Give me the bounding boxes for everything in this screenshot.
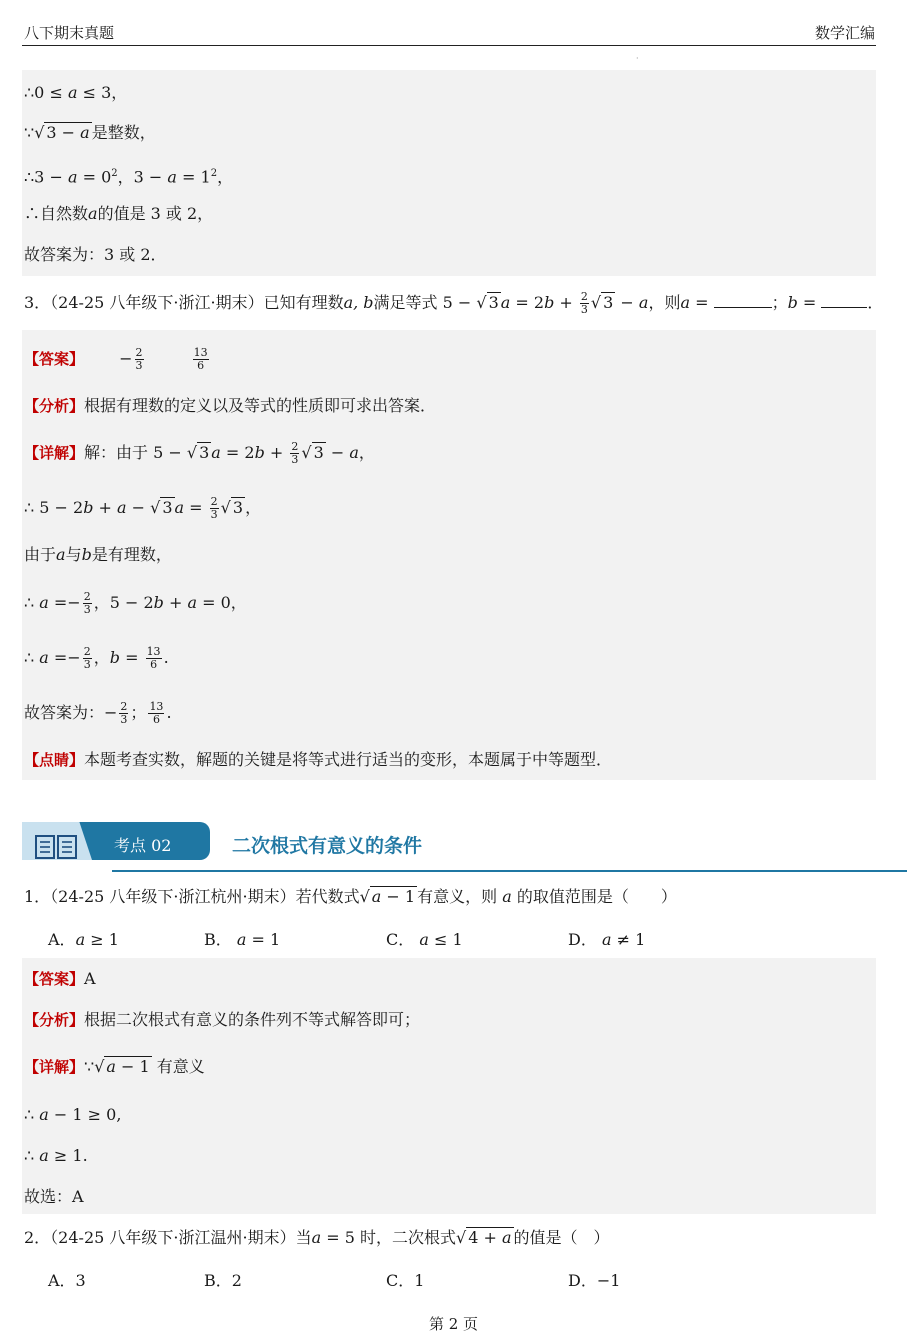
- solution-line: 故答案为：3 或 2．: [24, 245, 167, 264]
- section-title: 二次根式有意义的条件: [232, 835, 423, 857]
- solution-line: ∵√ 3 − a 是整数，: [24, 123, 156, 142]
- option-c: C．1: [386, 1271, 425, 1290]
- solution-line: ∴3 − $a = 0^2$，$3 - a = 1^2$，: [24, 167, 234, 187]
- section-label: 考点 02: [114, 836, 172, 855]
- question-2: 2．（24-25 八年级下·浙江温州·期末）当a = 5 时，二次根式√ 4 + a 的值是（ ）: [24, 1228, 610, 1247]
- option-b: B． a = 1: [204, 930, 281, 949]
- page-number: 第 2 页: [428, 1315, 479, 1333]
- header-right: 数学汇编: [814, 24, 875, 42]
- answer-blank-a: [714, 293, 772, 308]
- detail-line: ∴ a =− $\frac{2}{3}$ ，b = $\frac{13}{6}$ .: [24, 645, 169, 671]
- answer-line: 【答案】 − $\frac{2}{3}$ $\frac{13}{6}$: [24, 346, 208, 372]
- option-b: B．2: [204, 1271, 242, 1290]
- detail-line: ∴ a − 1 ≥ 0,: [24, 1105, 122, 1124]
- comment-line: 【点睛】本题考查实数，解题的关键是将等式进行适当的变形，本题属于中等题型．: [24, 750, 613, 769]
- detail-line: 故选：A: [24, 1187, 84, 1206]
- solution-line: ∴自然数a的值是 3 或 2，: [24, 204, 214, 223]
- question-1: 1．（24-25 八年级下·浙江杭州·期末）若代数式√ a − 1 有意义，则 a 的取值范围是（ ）: [24, 887, 677, 906]
- detail-line: 由于a与b是有理数，: [24, 545, 172, 564]
- section-divider: [112, 870, 907, 872]
- detail-line: 【详解】解：由于 5 − √ 3 a = 2b + $\frac{2}{3}$ √ 3 − a，: [24, 440, 375, 466]
- detail-line: ∴ a ≥ 1.: [24, 1146, 88, 1165]
- option-d: D．−1: [568, 1271, 621, 1290]
- book-icon: [34, 834, 82, 860]
- detail-line: ∴ a =− $\frac{2}{3}$ ，5 − 2b + a = 0，: [24, 590, 247, 616]
- header-left: 八下期末真题: [24, 24, 115, 42]
- analysis-line: 【分析】根据有理数的定义以及等式的性质即可求出答案．: [24, 396, 437, 415]
- question-3: 3．（24-25 八年级下·浙江·期末）已知有理数a, b满足等式 5 − √ 3 a = 2b + $\frac{2}{3}$ √ 3 − a，则a = ；b = ．: [24, 290, 884, 316]
- stray-dot: ·: [636, 54, 639, 63]
- solution-line: ∴0 ≤ a ≤ 3，: [24, 83, 128, 102]
- detail-line: 故答案为：− $\frac{2}{3}$ ； $\frac{13}{6}$ .: [24, 700, 172, 726]
- solution-block-3: [22, 958, 876, 1214]
- option-a: A．3: [48, 1271, 86, 1290]
- option-a: A．a ≥ 1: [48, 930, 119, 949]
- answer-line: 【答案】A: [24, 969, 96, 988]
- analysis-line: 【分析】根据二次根式有意义的条件列不等式解答即可；: [24, 1010, 421, 1029]
- detail-line: ∴ 5 − 2b + a − √ 3 a = $\frac{2}{3}$ √ 3 ，: [24, 495, 262, 521]
- detail-line: 【详解】∵√ a − 1 有意义: [24, 1057, 205, 1076]
- header-divider: [22, 45, 876, 46]
- option-d: D． a ≠ 1: [568, 930, 646, 949]
- answer-blank-b: [821, 293, 867, 308]
- option-c: C． a ≤ 1: [386, 930, 463, 949]
